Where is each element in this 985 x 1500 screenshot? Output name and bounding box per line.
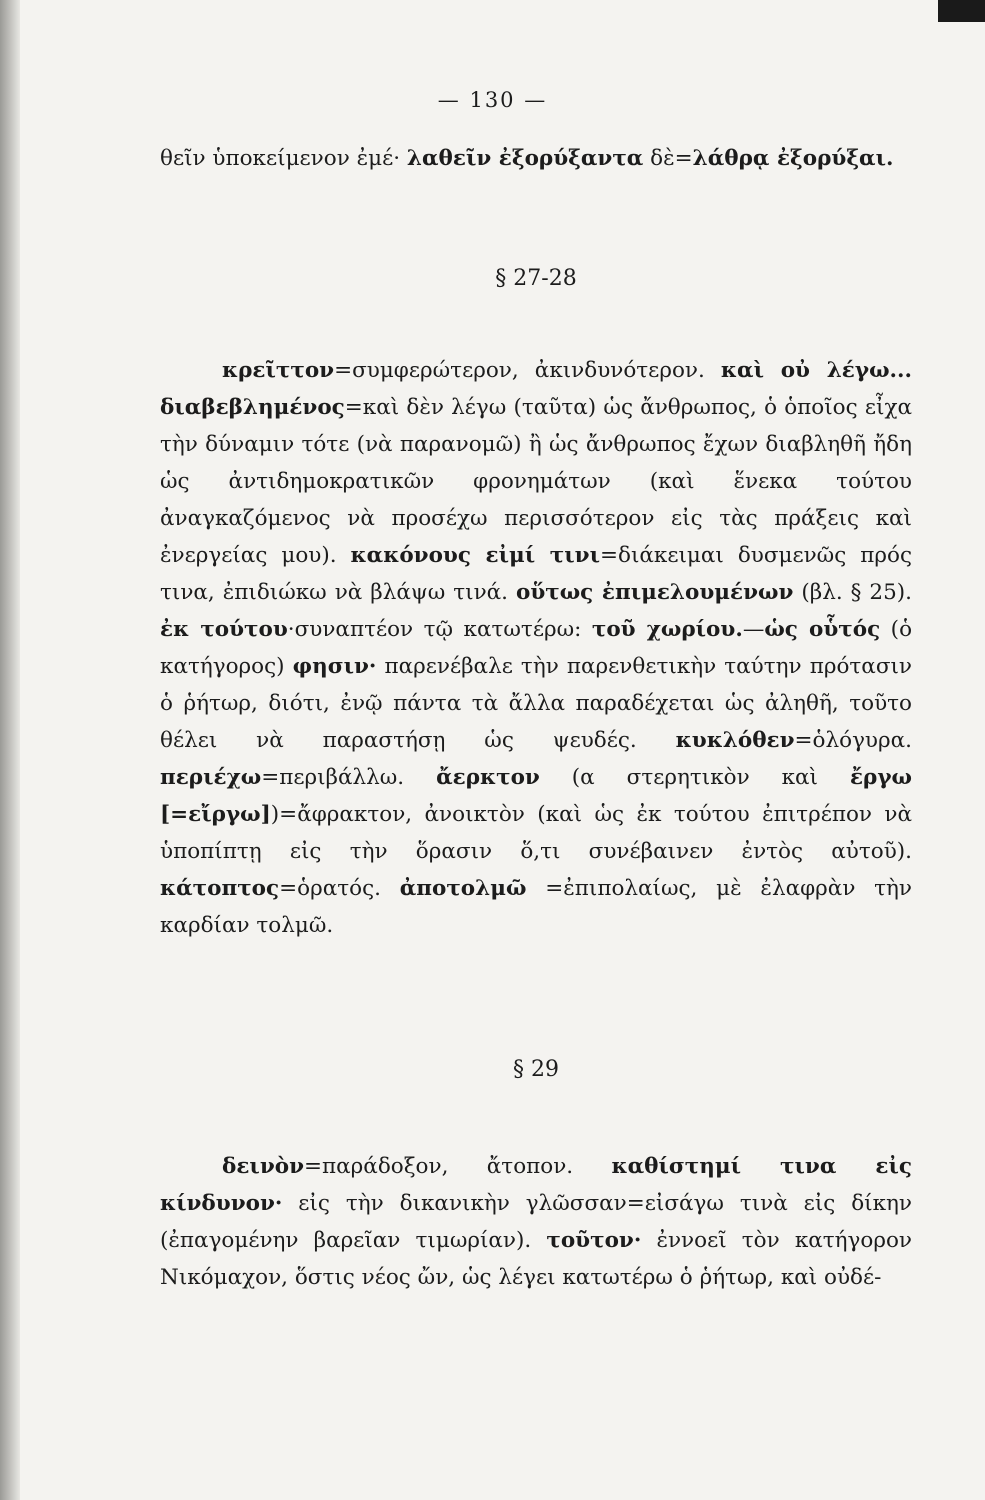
- lemma-term: καθίστημί τινα εἰς κίνδυνον·: [160, 1154, 912, 1216]
- lemma-term: οὕτως ἐπιμελουμένων: [515, 580, 794, 605]
- page-binding-shadow: [0, 0, 20, 1500]
- gloss-text: =ἐπιπολαίως, μὲ ἐλαφρὰν τὴν καρδίαν τολμῶ.: [160, 876, 913, 938]
- intro-paragraph: [160, 140, 912, 177]
- section-heading-29: § 29: [513, 1057, 559, 1082]
- gloss-text: =ὁλόγυρα.: [794, 728, 912, 753]
- lemma-term: περιέχω: [160, 765, 262, 790]
- page-content: [160, 140, 912, 1296]
- lemma-term: ὡς οὗτός: [764, 617, 881, 642]
- section-27-28-commentary: [160, 352, 912, 944]
- scan-corner-mark: [938, 0, 985, 22]
- section-29-commentary: [160, 1148, 912, 1296]
- lemma-term: τοῦ χωρίου.: [591, 617, 743, 642]
- gloss-text: =συμφερώτερον, ἀκινδυνότερον.: [334, 358, 721, 383]
- gloss-text: εἰς τὴν δικανικὴν γλῶσσαν=εἰσάγω τινὰ εἰς δίκην (ἐπαγομένην βαρεῖαν τιμωρίαν).: [160, 1191, 912, 1253]
- gloss-text: (α στερητικὸν καὶ: [539, 765, 850, 790]
- gloss-text: παρενέβαλε τὴν παρενθετικὴν ταύτην πρότασιν ὁ ῥήτωρ, διότι, ἐνῷ πάντα τὰ ἄλλα παραδέχεται ὡς ἀληθῆ, τοῦτο θέλει νὰ παραστήσῃ ὡς ψευδές.: [160, 654, 912, 753]
- lemma-term: κακόνους εἰμί τινι: [350, 543, 600, 568]
- gloss-text: =καὶ δὲν λέγω (ταῦτα) ὡς ἄνθρωπος, ὁ ὁποῖος εἶχα τὴν δύναμιν τότε (νὰ παρανομῶ) ἢ ὡς ἄνθρωπος ἔχων διαβληθῆ ἤδη ὡς ἀντιδημοκρατικῶν φρονημάτων (καὶ ἕνεκα τούτου ἀναγκαζόμενος νὰ προσέχω περισσότερον εἰς τὰς πράξεις καὶ ἐνεργείας μου).: [160, 395, 912, 568]
- page-number: — 130 —: [437, 88, 548, 112]
- gloss-text: =ὁρατός.: [279, 876, 400, 901]
- lemma-term: ἄερκτον: [436, 765, 540, 790]
- gloss-text: δὲ=: [643, 146, 693, 171]
- gloss-text: =περιβάλλω.: [261, 765, 437, 790]
- lemma-term: ἔργω [=εἴργω]: [160, 765, 912, 827]
- gloss-text: ·συναπτέον τῷ κατωτέρω:: [287, 617, 592, 642]
- lemma-term: δεινὸν: [222, 1154, 304, 1179]
- section-heading-27-28: § 27-28: [495, 266, 577, 291]
- lemma-term: κυκλόθεν: [675, 728, 795, 753]
- gloss-text: (βλ. § 25).: [793, 580, 912, 605]
- gloss-text: ἐννοεῖ τὸν κατήγορον Νικόμαχον, ὅστις νέος ὤν, ὡς λέγει κατωτέρω ὁ ῥήτωρ, καὶ οὐδέ-: [160, 1228, 912, 1290]
- lemma-term: φησιν·: [292, 654, 377, 679]
- lemma-term: λάθρᾳ ἐξορύξαι.: [692, 146, 894, 171]
- gloss-text: θεῖν ὑποκείμενον ἐμέ·: [160, 146, 407, 171]
- lemma-term: τοῦτον·: [546, 1228, 642, 1253]
- lemma-term: ἐκ τούτου: [160, 617, 288, 642]
- gloss-text: —: [742, 617, 765, 642]
- lemma-term: κάτοπτος: [160, 876, 280, 901]
- lemma-term: καὶ οὐ λέγω... διαβεβλημένος: [160, 358, 912, 420]
- lemma-term: ἀποτολμῶ: [399, 876, 527, 901]
- gloss-text: =παράδοξον, ἄτοπον.: [304, 1154, 612, 1179]
- gloss-text: =διάκειμαι δυσμενῶς πρός τινα, ἐπιδιώκω νὰ βλάψω τινά.: [160, 543, 912, 605]
- lemma-term: κρεῖττον: [222, 358, 335, 383]
- lemma-term: λαθεῖν ἐξορύξαντα: [406, 146, 644, 171]
- gloss-text: )=ἄφρακτον, ἀνοικτὸν (καὶ ὡς ἐκ τούτου ἐπιτρέπον νὰ ὑποπίπτῃ εἰς τὴν ὅρασιν ὅ,τι συνέβαινεν ἐντὸς αὐτοῦ).: [160, 802, 912, 864]
- gloss-text: (ὁ κατήγορος): [160, 617, 913, 679]
